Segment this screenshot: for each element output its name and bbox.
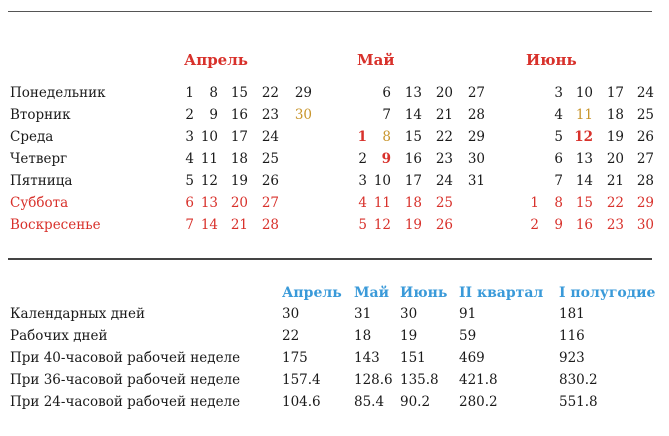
calendar-day: 24 — [261, 129, 279, 145]
summary-row-label: При 24-часовой рабочей неделе — [10, 394, 241, 410]
calendar-day: 21 — [230, 217, 248, 233]
calendar-day: 23 — [606, 217, 624, 233]
summary-column-header: Апрель — [282, 285, 342, 301]
calendar-day: 14 — [404, 107, 422, 123]
summary-cell: 135.8 — [400, 372, 439, 388]
calendar-day: 11 — [575, 107, 593, 123]
calendar-day: 5 — [185, 173, 194, 189]
calendar-day: 18 — [230, 151, 248, 167]
calendar-day: 4 — [358, 195, 367, 211]
calendar-day: 28 — [636, 173, 654, 189]
calendar-day: 2 — [530, 217, 539, 233]
calendar-day: 22 — [261, 85, 279, 101]
calendar-day: 18 — [404, 195, 422, 211]
calendar-day: 1 — [357, 129, 367, 145]
calendar-day: 21 — [606, 173, 624, 189]
summary-cell: 18 — [354, 328, 372, 344]
calendar-day: 7 — [185, 217, 194, 233]
calendar-day: 10 — [373, 173, 391, 189]
summary-cell: 181 — [559, 306, 585, 322]
calendar-day: 3 — [358, 173, 367, 189]
summary-row-label: При 40-часовой рабочей неделе — [10, 350, 241, 366]
summary-row-label: Календарных дней — [10, 306, 146, 322]
summary-cell: 830.2 — [559, 372, 598, 388]
calendar-day: 27 — [467, 85, 485, 101]
month-title: Июнь — [526, 51, 577, 69]
calendar-day: 27 — [636, 151, 654, 167]
calendar-day: 25 — [435, 195, 453, 211]
calendar-day: 5 — [358, 217, 367, 233]
calendar-day: 17 — [404, 173, 422, 189]
calendar-day: 16 — [575, 217, 593, 233]
section-divider — [8, 258, 652, 260]
calendar-day: 16 — [404, 151, 422, 167]
summary-cell: 91 — [459, 306, 477, 322]
summary-cell: 59 — [459, 328, 477, 344]
calendar-day: 29 — [636, 195, 654, 211]
weekday-label: Понедельник — [10, 85, 106, 101]
calendar-day: 31 — [467, 173, 485, 189]
calendar-day: 25 — [261, 151, 279, 167]
calendar-day: 30 — [467, 151, 485, 167]
calendar-day: 23 — [261, 107, 279, 123]
calendar-day: 10 — [575, 85, 593, 101]
calendar-day: 9 — [554, 217, 563, 233]
summary-cell: 85.4 — [354, 394, 385, 410]
summary-column-header: II квартал — [459, 285, 544, 301]
calendar-day: 3 — [185, 129, 194, 145]
summary-cell: 90.2 — [400, 394, 431, 410]
calendar-day: 15 — [575, 195, 593, 211]
calendar-day: 9 — [381, 151, 391, 167]
summary-cell: 157.4 — [282, 372, 321, 388]
summary-row-label: Рабочих дней — [10, 328, 108, 344]
calendar-day: 9 — [209, 107, 218, 123]
weekday-label: Четверг — [10, 151, 68, 167]
calendar-day: 28 — [467, 107, 485, 123]
calendar-day: 7 — [554, 173, 563, 189]
summary-cell: 280.2 — [459, 394, 498, 410]
calendar-day: 22 — [435, 129, 453, 145]
calendar-day: 2 — [358, 151, 367, 167]
summary-cell: 421.8 — [459, 372, 498, 388]
calendar-day: 17 — [606, 85, 624, 101]
summary-cell: 31 — [354, 306, 372, 322]
calendar-day: 24 — [636, 85, 654, 101]
calendar-day: 12 — [574, 129, 593, 145]
summary-row-label: При 36-часовой рабочей неделе — [10, 372, 241, 388]
calendar-day: 30 — [636, 217, 654, 233]
calendar-day: 26 — [435, 217, 453, 233]
calendar-day: 20 — [230, 195, 248, 211]
calendar-day: 3 — [554, 85, 563, 101]
calendar-day: 19 — [404, 217, 422, 233]
calendar-day: 20 — [606, 151, 624, 167]
summary-cell: 30 — [400, 306, 418, 322]
calendar-day: 26 — [261, 173, 279, 189]
month-title: Май — [357, 51, 395, 69]
summary-cell: 551.8 — [559, 394, 598, 410]
calendar-day: 2 — [185, 107, 194, 123]
weekday-label: Воскресенье — [10, 217, 101, 233]
weekday-label: Суббота — [10, 195, 69, 211]
calendar-day: 21 — [435, 107, 453, 123]
summary-cell: 469 — [459, 350, 485, 366]
calendar-day: 30 — [294, 107, 312, 123]
calendar-day: 18 — [606, 107, 624, 123]
summary-column-header: Июнь — [400, 285, 448, 301]
top-rule — [8, 11, 652, 12]
calendar-day: 15 — [404, 129, 422, 145]
summary-cell: 151 — [400, 350, 426, 366]
calendar-day: 14 — [575, 173, 593, 189]
summary-cell: 104.6 — [282, 394, 321, 410]
calendar-day: 23 — [435, 151, 453, 167]
calendar-day: 4 — [554, 107, 563, 123]
calendar-day: 1 — [530, 195, 539, 211]
summary-cell: 923 — [559, 350, 585, 366]
summary-cell: 30 — [282, 306, 300, 322]
calendar-day: 19 — [606, 129, 624, 145]
summary-column-header: I полугодие — [559, 285, 656, 301]
calendar-day: 1 — [185, 85, 194, 101]
calendar-day: 13 — [575, 151, 593, 167]
calendar-day: 28 — [261, 217, 279, 233]
weekday-label: Среда — [10, 129, 54, 145]
summary-cell: 128.6 — [354, 372, 393, 388]
calendar-day: 27 — [261, 195, 279, 211]
summary-cell: 175 — [282, 350, 308, 366]
calendar-day: 6 — [185, 195, 194, 211]
calendar-day: 12 — [373, 217, 391, 233]
calendar-day: 6 — [382, 85, 391, 101]
summary-cell: 143 — [354, 350, 380, 366]
calendar-day: 22 — [606, 195, 624, 211]
weekday-label: Пятница — [10, 173, 73, 189]
calendar-day: 11 — [200, 151, 218, 167]
calendar-day: 19 — [230, 173, 248, 189]
summary-cell: 116 — [559, 328, 585, 344]
calendar-day: 5 — [554, 129, 563, 145]
calendar-day: 20 — [435, 85, 453, 101]
calendar-day: 7 — [382, 107, 391, 123]
summary-cell: 19 — [400, 328, 418, 344]
calendar-day: 26 — [636, 129, 654, 145]
calendar-day: 4 — [185, 151, 194, 167]
summary-cell: 22 — [282, 328, 300, 344]
calendar-day: 15 — [230, 85, 248, 101]
calendar-day: 6 — [554, 151, 563, 167]
month-title: Апрель — [184, 51, 248, 69]
summary-column-header: Май — [354, 285, 389, 301]
calendar-day: 8 — [382, 129, 391, 145]
calendar-day: 17 — [230, 129, 248, 145]
calendar-day: 8 — [209, 85, 218, 101]
calendar-day: 10 — [200, 129, 218, 145]
calendar-day: 29 — [294, 85, 312, 101]
calendar-day: 24 — [435, 173, 453, 189]
calendar-day: 12 — [200, 173, 218, 189]
calendar-day: 29 — [467, 129, 485, 145]
calendar-day: 14 — [200, 217, 218, 233]
weekday-label: Вторник — [10, 107, 71, 123]
calendar-day: 8 — [554, 195, 563, 211]
calendar-day: 13 — [404, 85, 422, 101]
calendar-day: 16 — [230, 107, 248, 123]
calendar-day: 11 — [373, 195, 391, 211]
calendar-day: 25 — [636, 107, 654, 123]
calendar-day: 13 — [200, 195, 218, 211]
